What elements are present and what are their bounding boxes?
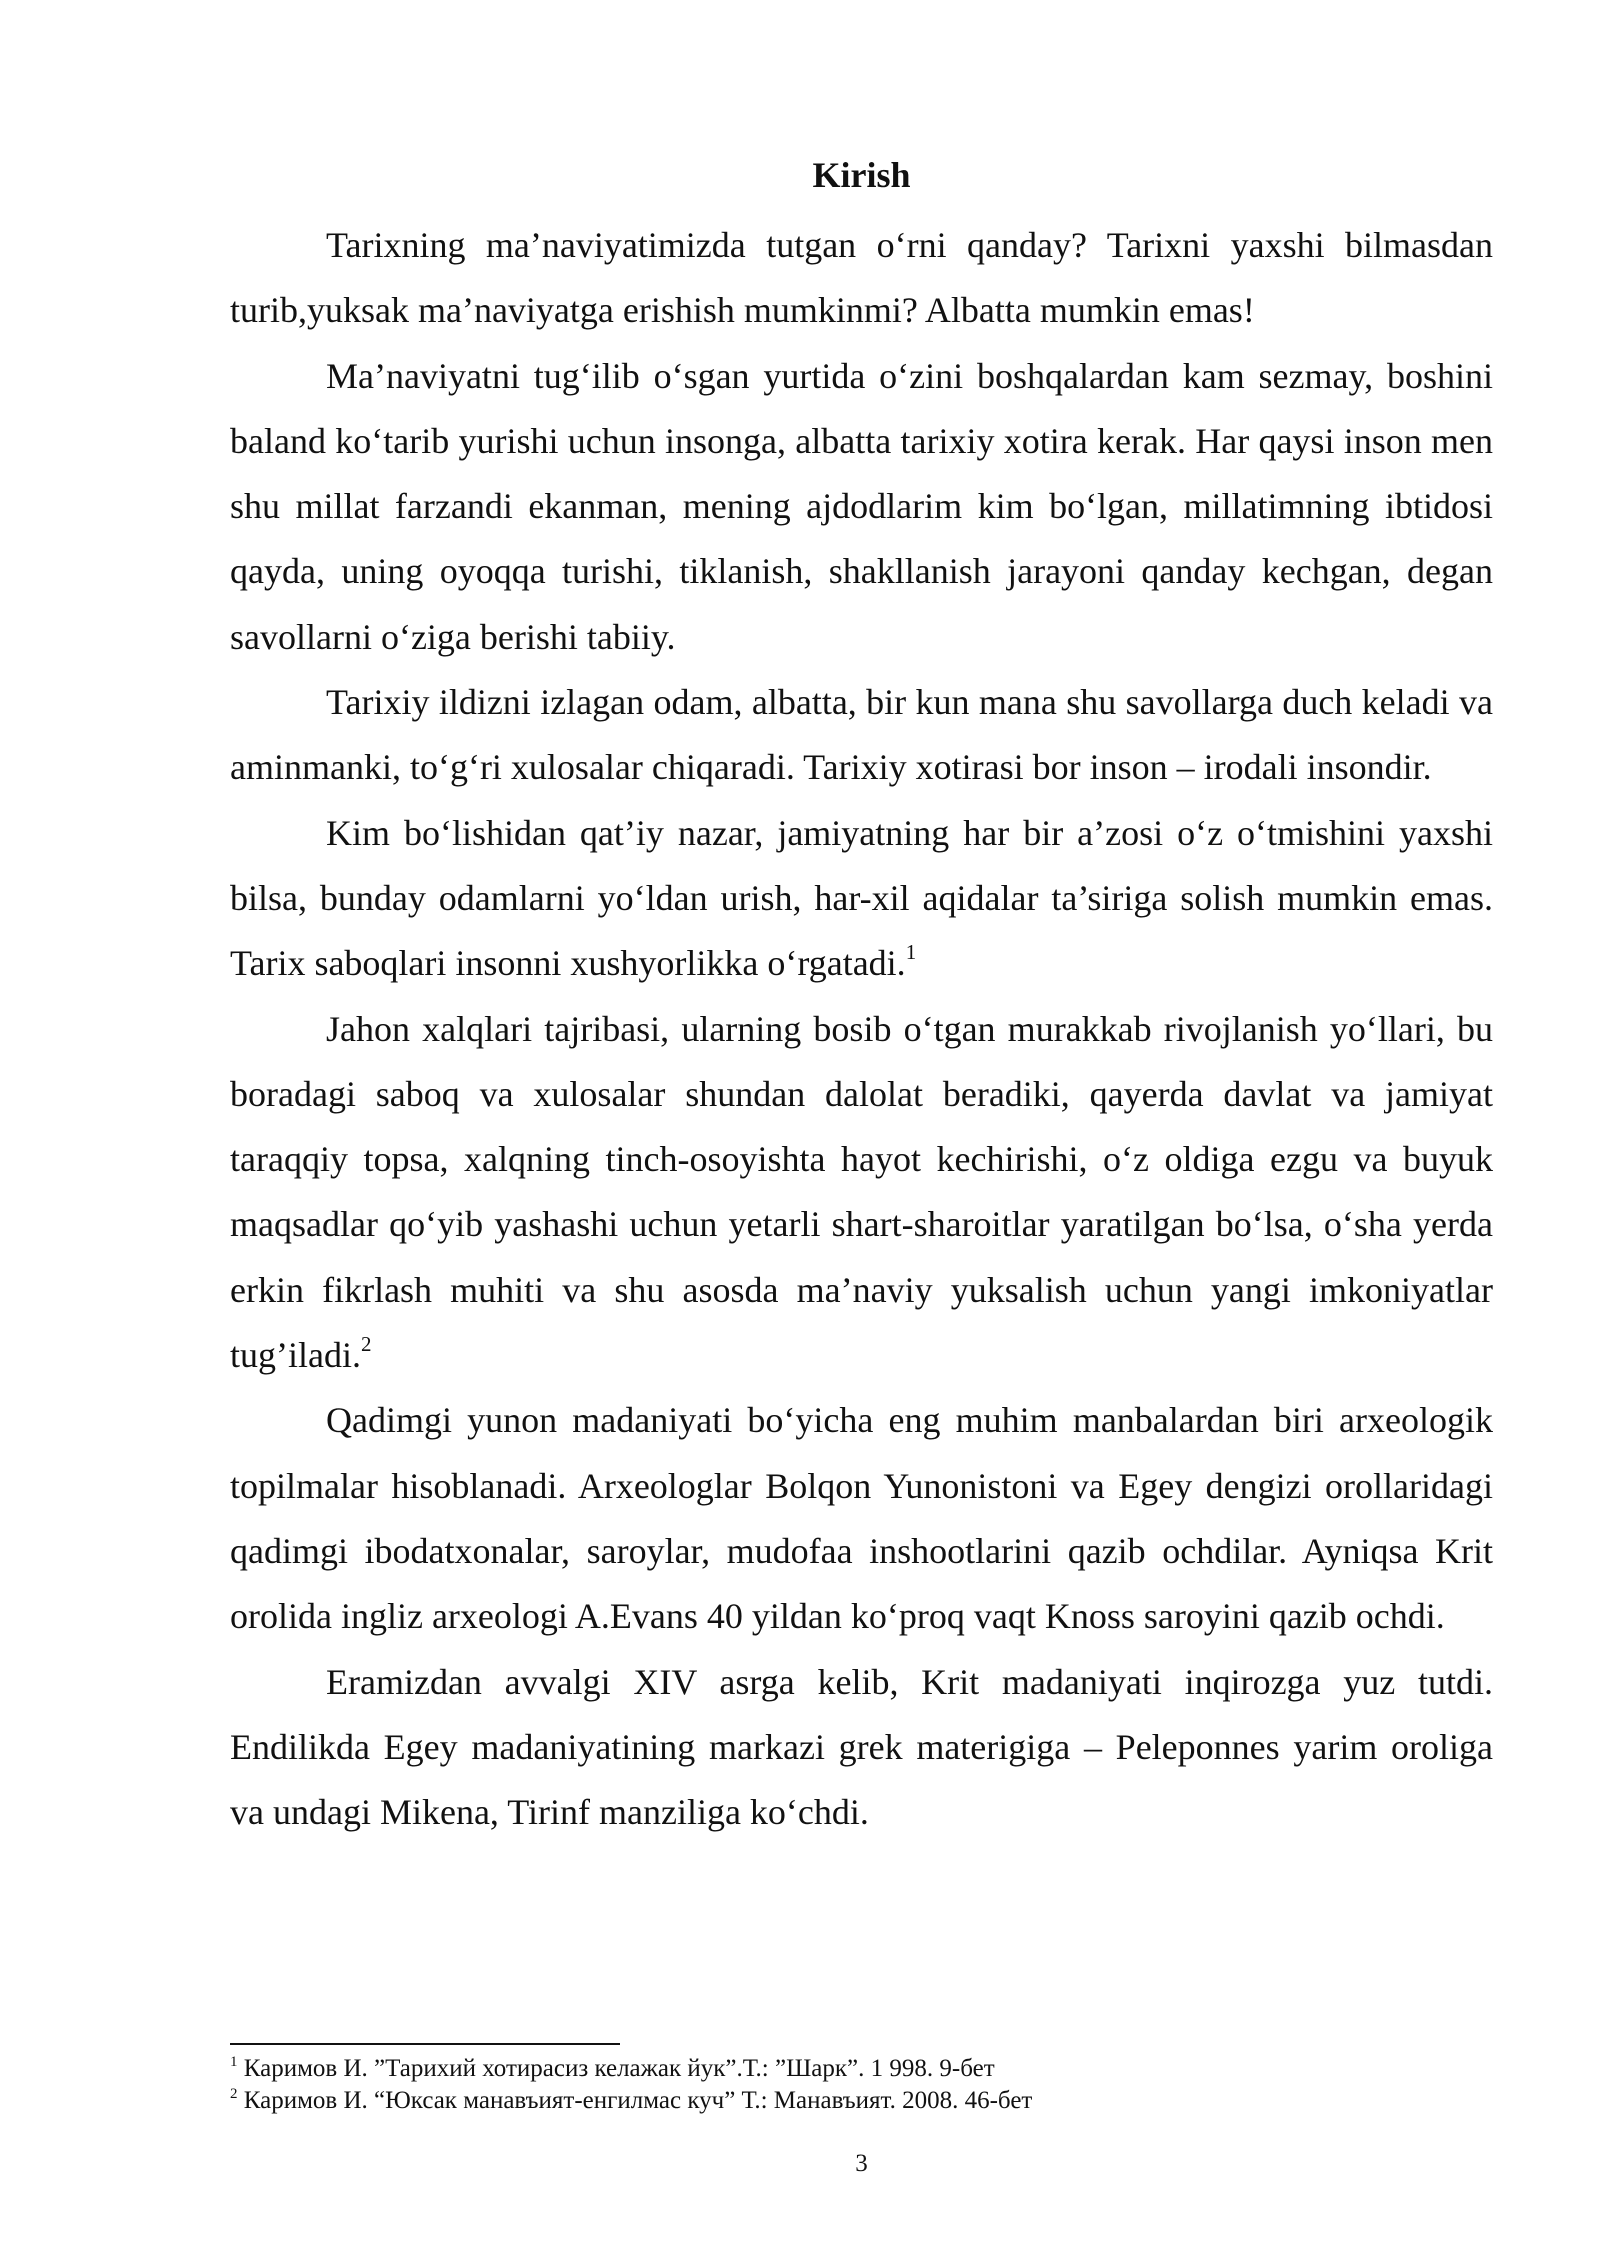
footnote-reference-2[interactable]: 2 bbox=[360, 1332, 372, 1357]
paragraph-text: Tarixning ma’naviyatimizda tutgan o‘rni qanday? Tarixni yaxshi bilmasdan turib,yuksak ma’naviyatga erishish mumkinmi? Albatta mumkin emas! bbox=[230, 225, 1493, 331]
paragraph-3 bbox=[230, 670, 1493, 801]
page-heading: Kirish bbox=[812, 155, 911, 195]
paragraph-6 bbox=[230, 1388, 1493, 1649]
paragraph-text: Ma’naviyatni tug‘ilib o‘sgan yurtida o‘zini boshqalardan kam sezmay, boshini baland ko‘tarib yurishi uchun insonga, albatta tarixiy xotira kerak. Har qaysi inson men shu millat farzandi ekanman, mening ajdodlarim kim bo‘lgan, millatimning ibtidosi qayda, uning oyoqqa turishi, tiklanish, shakllanish jarayoni qanday kechgan, degan savollarni o‘ziga berishi tabiiy. bbox=[230, 355, 1493, 657]
paragraph-2 bbox=[230, 344, 1493, 670]
footnote-text: Каримов И. “Юксак манавъият-енгилмас куч” Т.: Манавъият. 2008. 46-бет bbox=[237, 2087, 1033, 2114]
footnotes bbox=[230, 2053, 1493, 2117]
footnote-1 bbox=[230, 2053, 1493, 2085]
paragraph-text: Eramizdan avvalgi XIV asrga kelib, Krit madaniyati inqirozga yuz tutdi. Endilikda Egey madaniyatining markazi grek materigiga – Peleponnes yarim oroliga va undagi Mikena, Tirinf manziliga ko‘chdi. bbox=[230, 1661, 1493, 1833]
paragraph-text: Kim bo‘lishidan qat’iy nazar, jamiyatning har bir a’zosi o‘z o‘tmishini yaxshi bilsa, bunday odamlarni yo‘ldan urish, har-xil aqidalar ta’siriga solish mumkin emas. Tarix saboqlari insonni xushyorlikka o‘rgatadi. bbox=[230, 812, 1493, 984]
paragraph-1 bbox=[230, 213, 1493, 344]
footnote-separator bbox=[230, 2043, 620, 2045]
page-number: 3 bbox=[855, 2150, 868, 2177]
paragraph-4 bbox=[230, 801, 1493, 997]
paragraph-5 bbox=[230, 997, 1493, 1389]
paragraph-7 bbox=[230, 1650, 1493, 1846]
footnote-2 bbox=[230, 2085, 1493, 2117]
paragraph-text: Jahon xalqlari tajribasi, ularning bosib o‘tgan murakkab rivojlanish yo‘llari, bu boradagi saboq va xulosalar shundan dalolat beradiki, qayerda davlat va jamiyat taraqqiy topsa, xalqning tinch-osoyishta hayot kechirishi, o‘z oldiga ezgu va buyuk maqsadlar qo‘yib yashashi uchun yetarli shart-sharoitlar yaratilgan bo‘lsa, o‘sha yerda erkin fikrlash muhiti va shu asosda ma’naviy yuksalish uchun yangi imkoniyatlar tug’iladi. bbox=[230, 1008, 1493, 1376]
footnote-text: Каримов И. ”Тарихий хотирасиз келажак йук”.Т.: ”Шарк”. 1 998. 9-бет bbox=[237, 2055, 995, 2082]
paragraph-text: Qadimgi yunon madaniyati bo‘yicha eng muhim manbalardan biri arxeologik topilmalar hisoblanadi. Arxeologlar Bolqon Yunonistoni va Egey dengizi orollaridagi qadimgi ibodatxonalar, saroylar, mudofaa inshootlarini qazib ochdilar. Ayniqsa Krit orolida ingliz arxeologi A.Evans 40 yildan ko‘proq vaqt Knoss saroyini qazib ochdi. bbox=[230, 1400, 1493, 1637]
paragraph-text: Tarixiy ildizni izlagan odam, albatta, bir kun mana shu savollarga duch keladi va aminmanki, to‘g‘ri xulosalar chiqaradi. Tarixiy xotirasi bor inson – irodali insondir. bbox=[230, 682, 1493, 788]
footnote-marker: 2 bbox=[230, 2086, 238, 2102]
body-text bbox=[230, 213, 1493, 1845]
footnote-marker: 1 bbox=[230, 2054, 238, 2070]
footnote-reference-1[interactable]: 1 bbox=[905, 940, 917, 965]
